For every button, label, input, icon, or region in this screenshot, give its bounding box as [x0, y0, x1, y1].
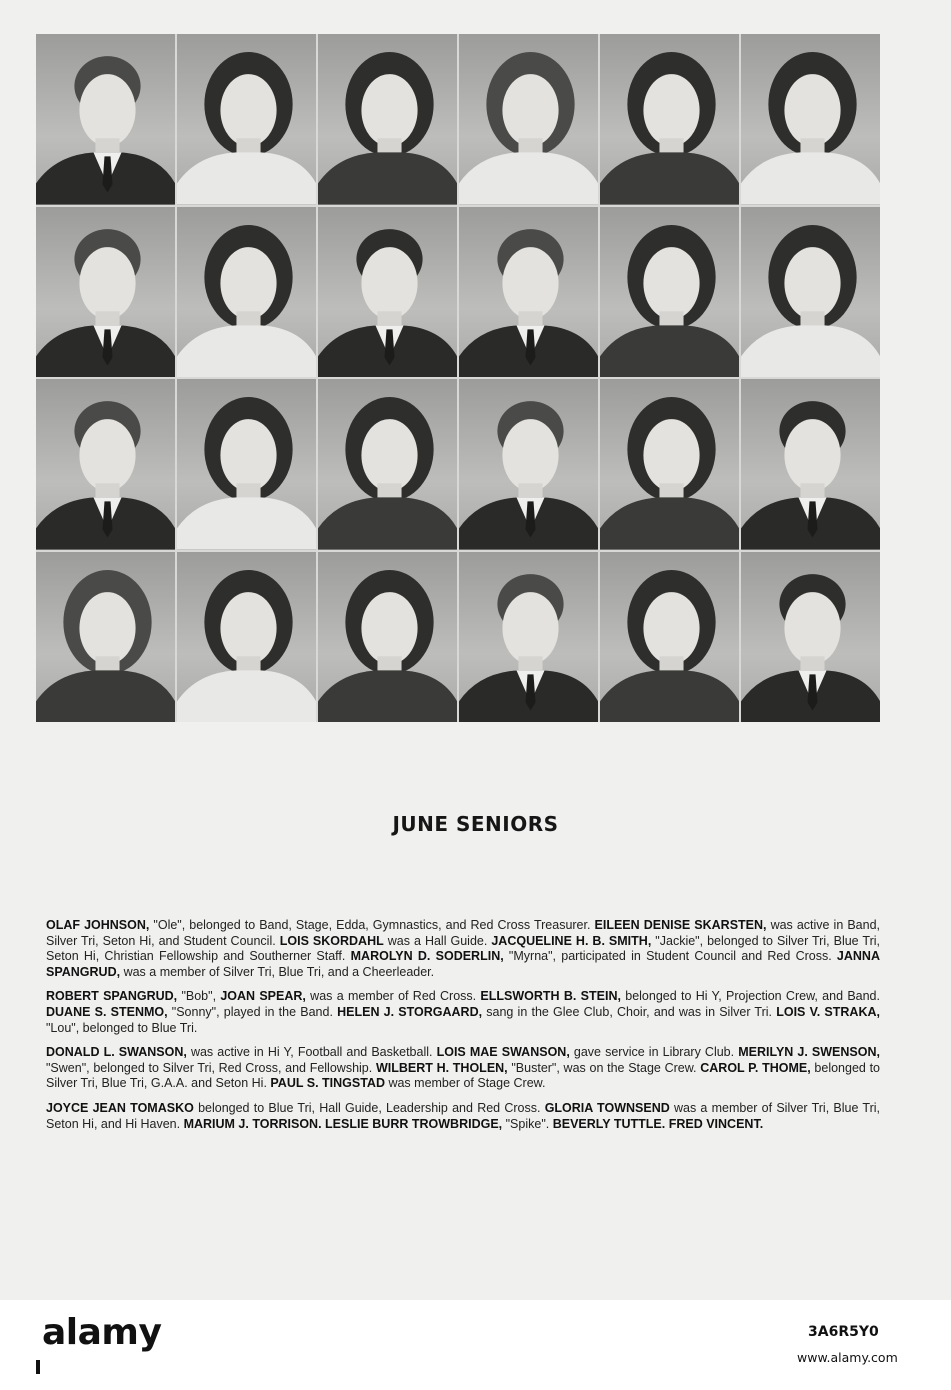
- bio-paragraph: [46, 918, 880, 980]
- student-name: ROBERT SPANGRUD,: [46, 989, 178, 1004]
- student-name: PAUL S. TINGSTAD: [270, 1076, 385, 1091]
- student-activities: "Jackie", belonged to Silver Tri, Blue Tri, Seton Hi, Christian Fellowship and Southerner Staff.: [46, 933, 880, 964]
- portrait-girl-15: [318, 379, 457, 550]
- student-activities: was a member of Silver Tri, Blue Tri, Seton Hi, and Hi Haven.: [46, 1100, 880, 1131]
- portrait-boy-22: [459, 552, 598, 723]
- student-name: HELEN J. STORGAARD,: [337, 1004, 483, 1019]
- student-activities: "Lou", belonged to Blue Tri.: [46, 1020, 198, 1035]
- student-name: ELLSWORTH B. STEIN,: [480, 989, 621, 1004]
- student-name: OLAF JOHNSON,: [46, 918, 150, 932]
- portrait-grid: [36, 34, 880, 722]
- portrait-boy-18: [741, 379, 880, 550]
- student-activities: belonged to Hi Y, Projection Crew, and Band.: [620, 989, 880, 1004]
- student-name: DUANE S. STENMO,: [46, 1004, 168, 1019]
- student-name: FRED VINCENT.: [668, 1116, 764, 1131]
- portrait-girl-03: [318, 34, 457, 205]
- student-name: JOYCE JEAN TOMASKO: [46, 1100, 194, 1115]
- portrait-girl-14: [177, 379, 316, 550]
- site-url[interactable]: www.alamy.com: [797, 1350, 898, 1365]
- student-name: DONALD L. SWANSON,: [46, 1045, 187, 1060]
- portrait-boy-07: [36, 207, 175, 378]
- portrait-girl-05: [600, 34, 739, 205]
- student-name: MARIUM J. TORRISON.: [183, 1116, 322, 1131]
- student-activities: was active in Band, Silver Tri, Seton Hi, and Student Council.: [46, 918, 880, 948]
- student-name: JOAN SPEAR,: [220, 989, 306, 1004]
- portrait-boy-09: [318, 207, 457, 378]
- student-activities: belonged to Silver Tri, Blue Tri, G.A.A. and Seton Hi.: [46, 1060, 880, 1091]
- portrait-boy-13: [36, 379, 175, 550]
- student-activities: "Swen", belonged to Silver Tri, Red Cross, and Fellowship.: [46, 1060, 376, 1075]
- portrait-girl-06: [741, 34, 880, 205]
- page-heading: JUNE SENIORS: [392, 812, 559, 836]
- alamy-logo[interactable]: alamy: [42, 1312, 162, 1353]
- portrait-girl-04: [459, 34, 598, 205]
- student-name: MAROLYN D. SODERLIN,: [350, 949, 504, 964]
- senior-bios: [46, 918, 880, 1141]
- student-name: CAROL P. THOME,: [700, 1060, 811, 1075]
- student-name: LESLIE BURR TROWBRIDGE,: [325, 1116, 503, 1131]
- student-activities: was active in Hi Y, Football and Basketball.: [186, 1045, 437, 1060]
- portrait-girl-21: [318, 552, 457, 723]
- student-activities: "Buster", was on the Stage Crew.: [507, 1060, 701, 1075]
- student-name: LOIS SKORDAHL: [279, 933, 384, 948]
- student-name: JACQUELINE H. B. SMITH,: [491, 933, 652, 948]
- student-activities: belonged to Blue Tri, Hall Guide, Leadership and Red Cross.: [193, 1100, 545, 1115]
- portrait-boy-24: [741, 552, 880, 723]
- student-activities: "Spike".: [502, 1116, 553, 1131]
- portrait-girl-20: [177, 552, 316, 723]
- bio-paragraph: [46, 989, 880, 1036]
- portrait-girl-02: [177, 34, 316, 205]
- student-name: LOIS V. STRAKA,: [776, 1004, 880, 1019]
- portrait-girl-19: [36, 552, 175, 723]
- image-id: 3A6R5Y0: [808, 1324, 879, 1340]
- student-name: JANNA SPANGRUD,: [46, 949, 880, 979]
- portrait-boy-10: [459, 207, 598, 378]
- alamy-logo-mark: [36, 1360, 40, 1374]
- student-activities: "Bob",: [177, 989, 221, 1004]
- portrait-girl-17: [600, 379, 739, 550]
- portrait-girl-12: [741, 207, 880, 378]
- student-name: MERILYN J. SWENSON,: [738, 1045, 880, 1060]
- student-name: EILEEN DENISE SKARSTEN,: [594, 918, 767, 932]
- portrait-girl-11: [600, 207, 739, 378]
- student-activities: "Myrna", participated in Student Council and Red Cross.: [503, 949, 837, 964]
- student-activities: "Sonny", played in the Band.: [167, 1004, 338, 1019]
- bio-paragraph: [46, 1101, 880, 1132]
- student-activities: was a Hall Guide.: [383, 933, 492, 948]
- student-activities: sang in the Glee Club, Choir, and was in Silver Tri.: [482, 1004, 777, 1019]
- portrait-girl-08: [177, 207, 316, 378]
- student-activities: was a member of Red Cross.: [305, 989, 481, 1004]
- bio-paragraph: [46, 1045, 880, 1092]
- portrait-boy-16: [459, 379, 598, 550]
- student-activities: was member of Stage Crew.: [384, 1076, 546, 1091]
- student-name: LOIS MAE SWANSON,: [436, 1045, 570, 1060]
- student-activities: gave service in Library Club.: [569, 1045, 739, 1060]
- student-activities: "Ole", belonged to Band, Stage, Edda, Gymnastics, and Red Cross Treasurer.: [149, 918, 595, 932]
- portrait-girl-23: [600, 552, 739, 723]
- student-name: GLORIA TOWNSEND: [544, 1100, 670, 1115]
- portrait-boy-01: [36, 34, 175, 205]
- student-activities: was a member of Silver Tri, Blue Tri, and a Cheerleader.: [120, 964, 435, 979]
- student-name: BEVERLY TUTTLE.: [552, 1116, 666, 1131]
- student-name: WILBERT H. THOLEN,: [375, 1060, 508, 1075]
